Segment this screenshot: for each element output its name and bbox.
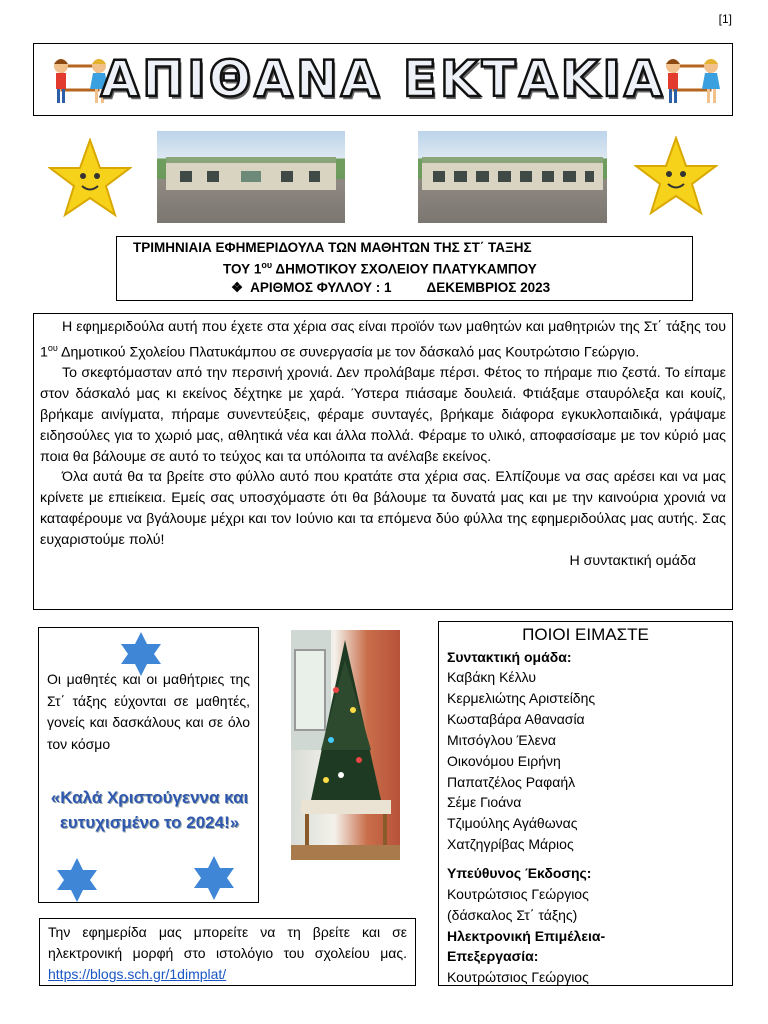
blue-star-icon [53, 856, 101, 904]
editing-heading: Ηλεκτρονική Επιμέλεια- [447, 928, 606, 944]
team-member: Κερμελιώτης Αριστείδης [447, 690, 596, 706]
editor-name: Κουτρώτσιος Γεώργιος [447, 969, 589, 985]
team-member: Παπατζέλος Ραφαήλ [447, 774, 576, 790]
blog-info-box [39, 918, 416, 986]
issue-date: ΔΕΚΕΜΒΡΙΟΣ 2023 [426, 280, 551, 295]
newspaper-title: ΑΠΙΘΑΝΑ ΕΚΤΑΚΙΑ [100, 50, 666, 108]
christmas-wish-box [38, 627, 259, 903]
smiling-star-icon [634, 136, 718, 216]
team-member: Οικονόμου Ειρήνη [447, 753, 561, 769]
intro-paragraph: Η εφημεριδούλα αυτή που έχετε στα χέρια σας είναι προϊόν των μαθητών και μαθητριών της Στ΄ τάξης του $1^{o\upsilon}$ Δημοτικού Σχολείου Πλατυκάμπου σε συνεργασία με τον δάσκαλό μας Κουτρώτσιο Γεώργιο. [40, 319, 726, 361]
issue-number: ΑΡΙΘΜΟΣ ΦΥΛΛΟΥ : 1 [250, 280, 392, 295]
newsletter-subtitle: ΤΡΙΜΗΝΙΑΙΑ ΕΦΗΜΕΡΙΔΟΥΛΑ ΤΩΝ ΜΑΘΗΤΩΝ ΤΗΣ ΣΤ΄ ΤΑΞΗΣ [133, 240, 532, 255]
who-we-are-box [438, 621, 733, 986]
team-member: Χατζηγρίβας Μάριος [447, 836, 574, 852]
smiling-star-icon [48, 138, 132, 218]
team-member: Σέμε Γιοάνα [447, 794, 522, 810]
team-member: Καβάκη Κέλλυ [447, 669, 536, 685]
page-number: [1] [718, 12, 732, 26]
editing-heading-cont: Επεξεργασία: [447, 948, 539, 964]
christmas-greeting: «Καλά Χριστούγεννα και ευτυχισμένο το 2024!» [50, 788, 249, 832]
wish-text: Οι μαθητές και οι μαθήτριες της Στ΄ τάξης εύχονται σε μαθητές, γονείς και δασκάλους και σε όλο τον κόσμο [47, 671, 250, 752]
signature: Η συντακτική ομάδα [569, 552, 696, 569]
intro-paragraph: Όλα αυτά θα τα βρείτε στο φύλλο αυτό που κρατάτε στα χέρια σας. Ελπίζουμε να σας αρέσει και να μας κρίνετε με επιείκεια. Εμείς σας υποσχόμαστε ότι θα βάλουμε τα δυνατά μας και με την καινούρια χρονιά να καταφέρουμε να βγάλουμε μέχρι και τον Ιούνιο και τα επόμενα δύο φύλλα της εφημεριδούλας μας αυτής. Σας ευχαριστούμε πολύ! [40, 469, 726, 548]
kids-clipart-icon [664, 52, 720, 108]
publisher-role: (δάσκαλος Στ΄ τάξης) [447, 907, 578, 923]
school-name: ΤΟΥ $1^{o\upsilon}$ ΔΗΜΟΤΙΚΟΥ ΣΧΟΛΕΙΟΥ ΠΛΑΤΥΚΑΜΠΟΥ [223, 260, 537, 277]
team-member: Τζιμούλης Αγάθωνας [447, 815, 578, 831]
publisher-name: Κουτρώτσιος Γεώργιος [447, 886, 589, 902]
school-photo-side [418, 131, 607, 223]
blog-text: Την εφημερίδα μας μπορείτε να τη βρείτε και σε ηλεκτρονική μορφή στο ιστολόγιο του σχολείου μας. [48, 924, 407, 961]
blog-link[interactable]: https://blogs.sch.gr/1dimplat/ [48, 966, 227, 982]
issue-info-box [116, 236, 693, 301]
bullet-icon: ❖ [231, 280, 244, 295]
school-photo-front [157, 131, 345, 223]
team-member: Κωσταβάρα Αθανασία [447, 711, 585, 727]
team-member: Μιτσόγλου Έλενα [447, 732, 556, 748]
masthead [33, 43, 733, 116]
editorial-intro [33, 313, 733, 610]
team-heading: Συντακτική ομάδα: [447, 649, 572, 665]
blue-star-icon [190, 854, 238, 902]
publisher-heading: Υπεύθυνος Έκδοσης: [447, 865, 592, 881]
intro-paragraph: Το σκεφτόμασταν από την περσινή χρονιά. Δεν προλάβαμε πέρσι. Φέτος το πήραμε πιο ζεστά. Το είπαμε στον δάσκαλό μας κι εκείνος δέχτηκε με χαρά. Ύστερα πιάσαμε δουλειά. Φτιάξαμε σταυρόλεξα και κουίζ, βρήκαμε αινίγματα, πήραμε συνεντεύξεις, φέραμε συνταγές, βρήκαμε διάφορα εγκυκλοπαιδικά, γράψαμε ειδησούλες για το χωριό μας, αθλητικά νέα και άλλα πολλά. Φέραμε το υλικό, αποφασίσαμε με τον κύριό μας ποια θα βάλουμε σε αυτό το τεύχος και τα υπόλοιπα τα ανέλαβε εκείνος. [40, 365, 726, 465]
christmas-tree-photo [291, 630, 400, 860]
issue-line [231, 280, 550, 296]
who-we-are-title: ΠΟΙΟΙ ΕΙΜΑΣΤΕ [522, 625, 649, 644]
